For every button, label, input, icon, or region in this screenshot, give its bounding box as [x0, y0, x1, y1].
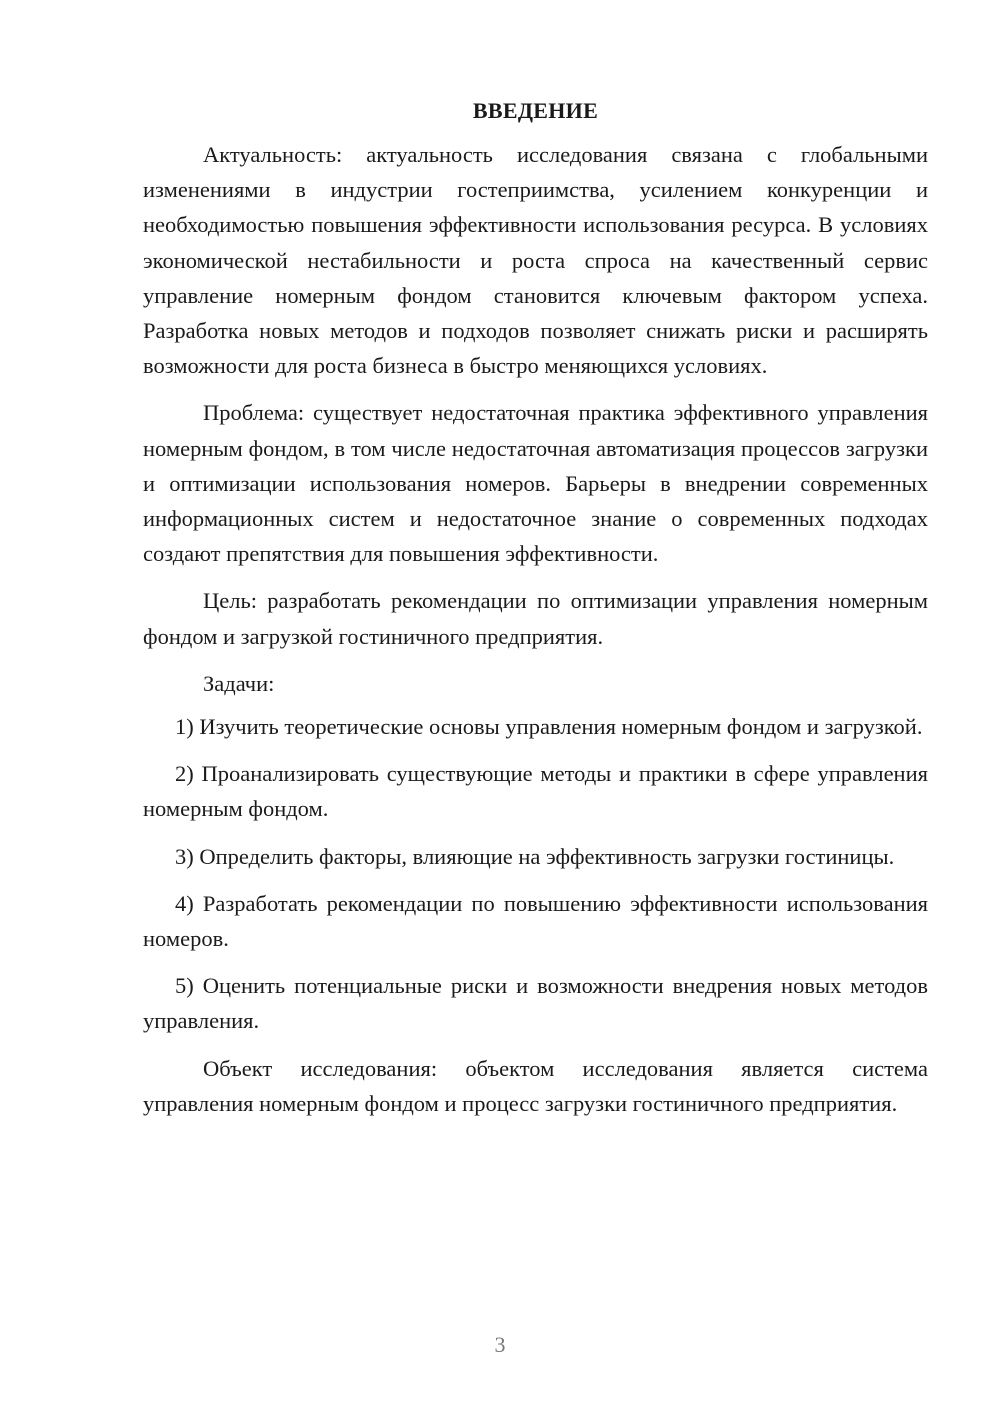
- task-item-5: 5) Оценить потенциальные риски и возможности внедрения новых методов управления.: [143, 973, 928, 1034]
- task-item-1: 1) Изучить теоретические основы управления номерным фондом и загрузкой.: [175, 714, 923, 740]
- section-title: ВВЕДЕНИЕ: [472, 98, 599, 123]
- paragraph-goal: Цель: разработать рекомендации по оптимизации управления номерным фондом и загрузкой гостиничного предприятия.: [143, 588, 928, 649]
- task-item-2: 2) Проанализировать существующие методы и практики в сфере управления номерным фондом.: [143, 761, 928, 822]
- paragraph-relevance: Актуальность: актуальность исследования связана с глобальными изменениями в индустрии гостеприимства, усилением конкуренции и необходимостью повышения эффективности использования ресурса. В условиях экономической нестабильности и роста спроса на качественный сервис управление номерным фондом становится ключевым фактором успеха. Разработка новых методов и подходов позволяет снижать риски и расширять возможности для роста бизнеса в быстро меняющихся условиях.: [143, 142, 928, 379]
- task-item-3: 3) Определить факторы, влияющие на эффективность загрузки гостиницы.: [175, 843, 895, 869]
- paragraph-problem: Проблема: существует недостаточная практика эффективного управления номерным фондом, в том числе недостаточная автоматизация процессов загрузки и оптимизации использования номеров. Барьеры в внедрении современных информационных систем и недостаточное знание о современных подходах создают препятствия для повышения эффективности.: [143, 400, 928, 567]
- document-page: [143, 95, 928, 1133]
- paragraph-object: Объект исследования: объектом исследования является система управления номерным фондом и процесс загрузки гостиничного предприятия.: [143, 1055, 928, 1116]
- page-number: 3: [494, 1332, 506, 1357]
- task-item-4: 4) Разработать рекомендации по повышению эффективности использования номеров.: [143, 890, 928, 952]
- tasks-heading: Задачи:: [203, 670, 275, 696]
